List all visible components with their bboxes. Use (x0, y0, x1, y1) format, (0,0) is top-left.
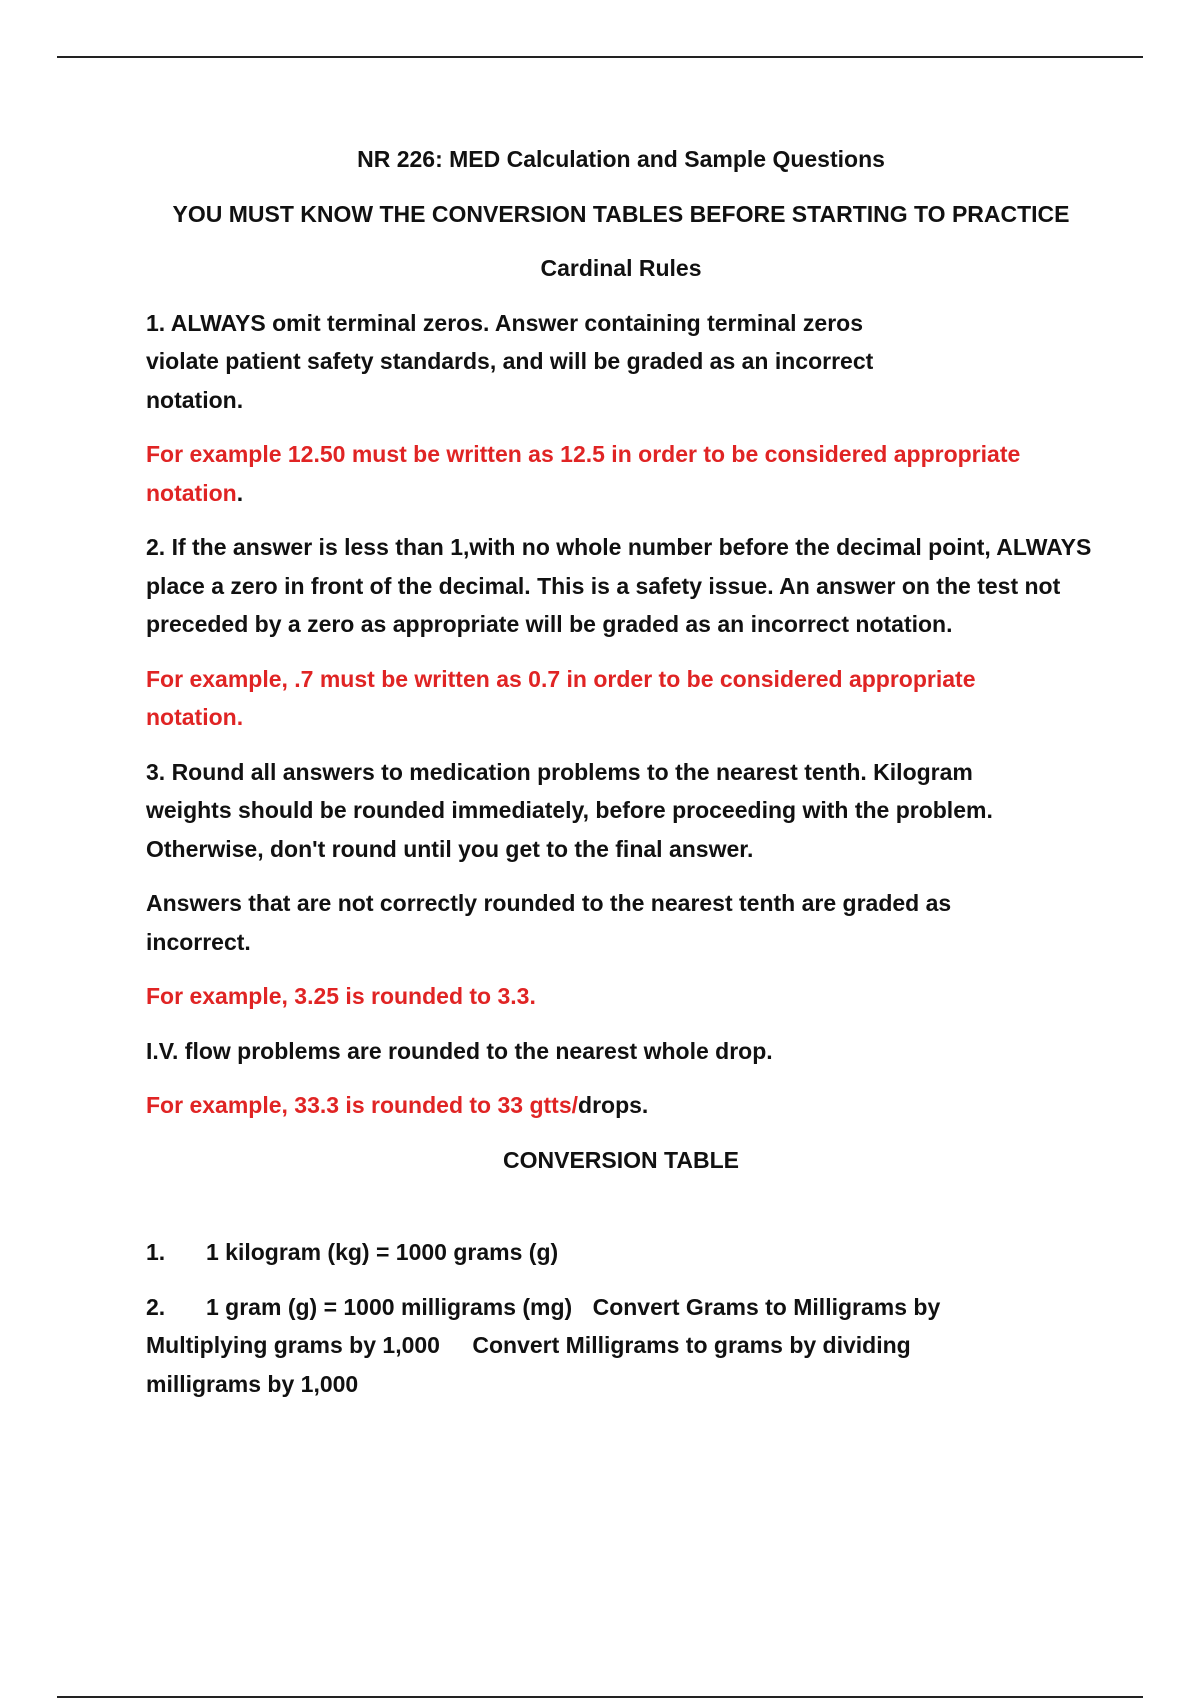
rule-3: 3. Round all answers to medication problems to the nearest tenth. Kilogram weights should be rounded immediately, before proceeding with the problem. Otherwise, don't round until you get to the final answer. (146, 758, 993, 862)
conversion-warning: YOU MUST KNOW THE CONVERSION TABLES BEFORE STARTING TO PRACTICE (172, 200, 1070, 227)
conversion-item-1-number: 1. (146, 1239, 166, 1265)
example-1-period: . (236, 479, 244, 506)
conversion-item-2-note-a: Convert Grams to Milligrams by Multiplying grams by 1,000 (146, 1293, 941, 1358)
spacer (146, 1195, 1096, 1233)
conversion-item-1 (146, 1233, 1096, 1272)
example-4-unit: drops. (578, 1092, 649, 1118)
conversion-item-2-number: 2. (146, 1293, 166, 1320)
document-title: NR 226: MED Calculation and Sample Questions (357, 146, 885, 172)
example-2: For example, .7 must be written as 0.7 in order to be considered appropriate notation. (146, 665, 976, 730)
example-1-text: For example 12.50 must be written as 12.5 in order to be considered appropriate notation (146, 441, 1021, 506)
document-body (146, 140, 1096, 1419)
iv-flow-rule: I.V. flow problems are rounded to the nearest whole drop. (146, 1037, 773, 1064)
conversion-item-2 (146, 1288, 1006, 1404)
rule-1: 1. ALWAYS omit terminal zeros. Answer containing terminal zeros violate patient safety standards, and will be graded as an incorrect notation. (146, 309, 874, 413)
example-4-text: For example, 33.3 is rounded to 33 gtts/ (146, 1092, 579, 1118)
conversion-item-2-note-b: Convert Milligrams to grams by dividing milligrams by 1,000 (146, 1332, 911, 1397)
example-1 (146, 435, 1096, 512)
example-3: For example, 3.25 is rounded to 3.3. (146, 983, 536, 1009)
example-4 (146, 1086, 1096, 1125)
conversion-item-2-text: 1 gram (g) = 1000 milligrams (mg) (206, 1293, 573, 1320)
conversion-table-heading: CONVERSION TABLE (503, 1146, 739, 1173)
rule-3-note: Answers that are not correctly rounded to the nearest tenth are graded as incorrect. (146, 890, 952, 955)
cardinal-rules-heading: Cardinal Rules (540, 255, 702, 281)
bottom-rule (57, 1696, 1143, 1698)
conversion-item-1-text: 1 kilogram (kg) = 1000 grams (g) (206, 1239, 559, 1265)
rule-2: 2. If the answer is less than 1,with no whole number before the decimal point, ALWAYS place a zero in front of the decimal. This is a safety issue. An answer on the test not preceded by a zero as appropriate will be graded as an incorrect notation. (146, 534, 1092, 637)
top-rule (57, 56, 1143, 58)
